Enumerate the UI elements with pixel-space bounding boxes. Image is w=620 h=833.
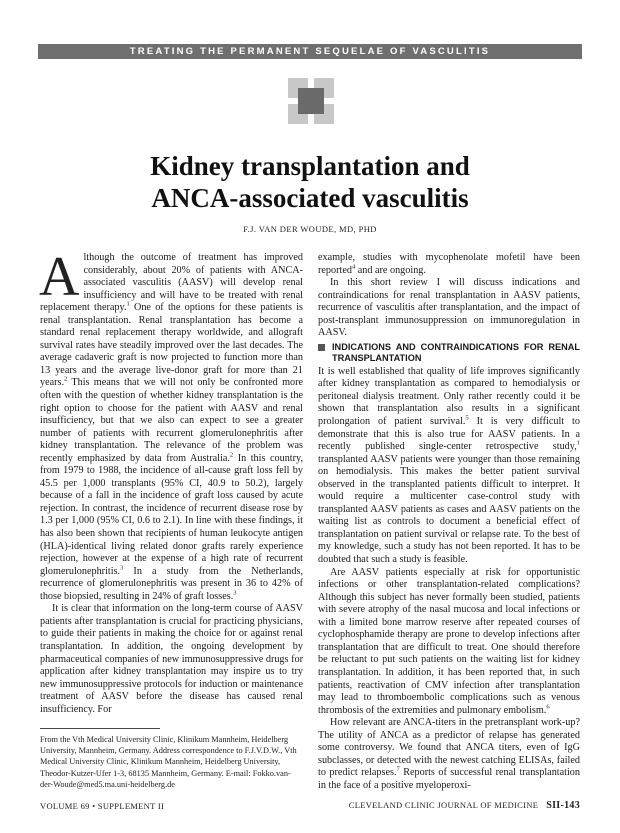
page-number: SII-143: [546, 800, 580, 811]
drop-cap: A: [39, 246, 80, 308]
right-column: [318, 252, 580, 792]
paragraph: It is well established that quality of life improves significantly after kidney transplantation as compared to hemodialysis or peritoneal dialysis treatment. Only rather recently could it be shown that transplantation also results in a significant prolongation of patient survival.$^5$ It is very difficult to demonstrate that this is also true for AASV patients. In a recently published single-center retrospective study,$^1$ transplanted AASV patients were younger than those remaining on hemodialysis. This makes the better patient survival observed in the transplanted patients difficult to interpret. It would require a multicenter case-control study with transplanted AASV patients as cases and AASV patients on the waiting list as controls to document a beneficial effect of transplantation on patient survival or relapse rate. To the best of my knowledge, such a study has not been reported. It has to be doubted that such a study is feasible.: [318, 365, 580, 566]
left-column: [39, 246, 303, 716]
section-heading: INDICATIONS AND CONTRAINDICATIONS FOR RENAL TRANSPLANTATION: [318, 342, 580, 365]
section-banner: TREATING THE PERMANENT SEQUELAE OF VASCULITIS: [38, 44, 582, 59]
paragraph: example, studies with mycophenolate mofetil have been reported$^4$ and are ongoing.: [318, 252, 580, 276]
intro-paragraph: Although the outcome of treatment has improved considerably, about 20% of patients with ANCA-associated vasculitis (AASV) will develop renal insufficiency and will have to be treated with renal replacement therapy.$^1$ One of the options for these patients is renal transplantation. Renal transplantation has become a standard renal replacement therapy worldwide, and allograft survival rates have steadily improved over the last decades. The average cadaveric graft is now projected to function more than 13 years and the average live-donor graft for more than 21 years.$^2$ This means that we will not only be confronted more often with the question of whether kidney transplantation is the right option to choose for the patient with AASV and renal insufficiency, but that we also can expect to see a greater number of patients with recurrent glomerulonephritis after kidney transplantation. The relevance of the problem was recently emphasized by data from Australia.$^2$ In this country, from 1979 to 1988, the incidence of all-cause graft loss fell by 45.5 per 1,000 transplants (95% CI, 40.9 to 50.2), largely because of a fall in the incidence of graft loss caused by acute rejection. In contrast, the incidence of recurrent disease rose by 1.3 per 1,000 (95% CI, 0.6 to 2.1). In line with these findings, it has also been shown that recipients of human leukocyte antigen (HLA)-identical living related donor grafts rarely experience rejection, however at the expense of a high rate of recurrent glomerulonephritis.$^3$ In a study from the Netherlands, recurrence of glomerulonephritis was present in 36 to 42% of those biopsied, resulting in 24% of graft losses.$^3$: [39, 246, 303, 602]
article-title: [60, 150, 560, 214]
title-line-1: Kidney transplantation and: [150, 151, 470, 181]
paragraph: Are AASV patients especially at risk for opportunistic infections or other transplantation-related complications? Although this subject has never formally been studied, patients with severe atrophy of the nasal mucosa and local infections or with a limited bone marrow reserve after repeated courses of cyclophosphamide therapy are prone to develop infections after transplantation that are difficult to treat. One should therefore be reluctant to put such patients on the waiting list for kidney transplantation. In addition, it has been reported that, in such patients, reactivation of CMV infection after transplantation may lead to thromboembolic complications such as venous thrombosis of the extremities and pulmonary embolism.$^6$: [318, 566, 580, 716]
footer-journal: CLEVELAND CLINIC JOURNAL OF MEDICINE SII-143: [348, 800, 580, 811]
paragraph: In this short review I will discuss indications and contraindications for renal transplantation in AASV patients, recurrence of vasculitis after transplantation, and the impact of post-transplant immunosuppression on immunoregulation in AASV.: [318, 277, 580, 339]
journal-logo-icon: [288, 78, 334, 124]
footer-volume: VOLUME 69 • SUPPLEMENT II: [40, 801, 165, 811]
author-byline: F.J. VAN DER WOUDE, MD, PHD: [243, 224, 377, 234]
affiliation-footnote: From the Vth Medical University Clinic, Klinikum Mannheim, Heidelberg University, Mannheim, Germany. Address correspondence to F.J.V.D.W., Vth Medical University Clinic, Klinikum Mannheim, Heidelberg University, Theodor-Kutzer-Ufer 1-3, 68135 Mannheim, Germany. E-mail: Fokko.van-der-Woude@med5.ma.uni-heidelberg.de: [40, 735, 297, 789]
title-line-2: ANCA-associated vasculitis: [151, 183, 469, 213]
paragraph: How relevant are ANCA-titers in the pretransplant work-up? The utility of ANCA as a predictor of relapse has generated some controversy. We found that ANCA titers, even of IgG subclasses, or detected with the newest catching ELISAs, failed to predict relapses.$^7$ Reports of successful renal transplantation in the face of a positive myeloperoxi-: [318, 717, 580, 791]
footnote-divider: [40, 728, 160, 729]
square-bullet-icon: [318, 344, 325, 351]
paragraph: It is clear that information on the long-term course of AASV patients after transplantation is crucial for practicing physicians, to guide their patients in making the choice for or against renal transplantation. In addition, the ongoing development by pharmaceutical companies of new immunosuppressive drugs for application after kidney transplantation may inspire us to try new immunosuppressive protocols for induction or maintenance treatment of AASV before the disease has caused renal insufficiency. For: [40, 603, 303, 715]
